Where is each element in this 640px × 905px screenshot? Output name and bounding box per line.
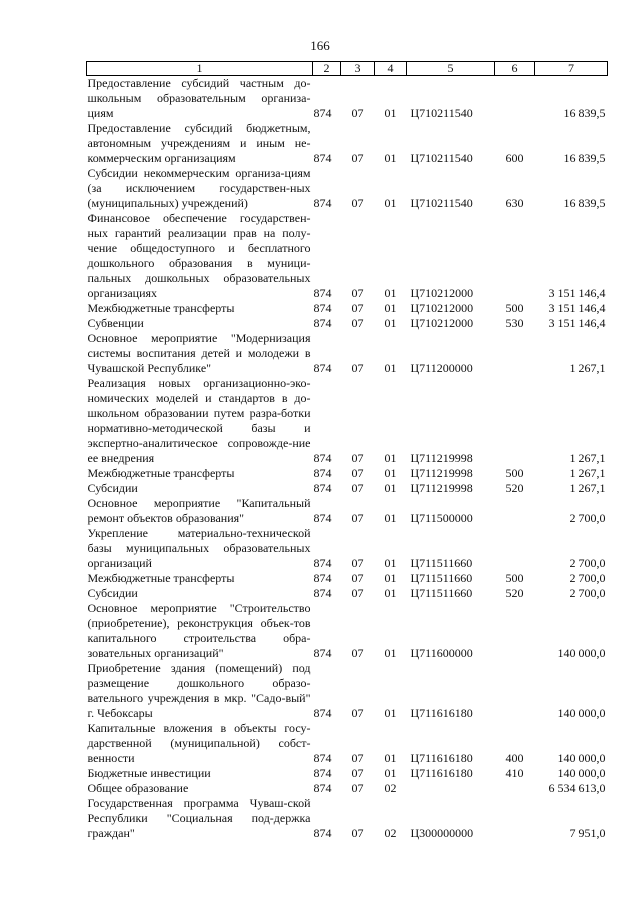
subsection-code: 01 [384,361,397,375]
expense-type [495,376,535,466]
subsection-code: 01 [384,706,397,720]
ministry-code: 874 [313,586,332,600]
table-row [87,766,608,781]
subsection-code: 01 [384,316,397,330]
item-name: Укрепление материально-технической базы муниципальных образовательных организаций [87,526,311,570]
expense-type [495,496,535,526]
header-col-1: 1 [87,62,313,76]
item-name: Финансовое обеспечение государствен-ных гарантий реализации прав на полу-чение общедоступного и бесплатного дошкольного образования в муници-пальных дошкольных образовательных организациях [87,211,311,300]
section-code: 07 [351,706,364,720]
subsection-code: 01 [384,466,397,480]
expense-type: 630 [505,196,524,210]
item-name: Реализация новых организационно-эко-номических моделей и стандартов в до-школьном образовании путем разра-ботки нормативно-методической базы и экспертно-аналитическое сопровожде-ние ее внедрения [87,376,311,465]
header-col-7: 7 [535,62,608,76]
header-col-5: 5 [407,62,495,76]
table-row [87,466,608,481]
subsection-code: 01 [384,196,397,210]
table-header [87,62,608,76]
section-code: 07 [351,766,364,780]
subsection-code: 01 [384,301,397,315]
section-code: 07 [351,316,364,330]
target-article: Ц711511660 [410,571,473,585]
target-article: Ц711511660 [410,586,473,600]
item-name: Государственная программа Чуваш-ской Республики "Социальная под-держка граждан" [87,796,311,840]
subsection-code: 02 [384,781,397,795]
item-name: Субсидии некоммерческим организа-циям (за исключением государствен-ных (муниципальных) учреждений) [87,166,311,210]
subsection-code: 01 [384,646,397,660]
subsection-code: 01 [384,511,397,525]
target-article: Ц711500000 [410,511,473,525]
section-code: 07 [351,781,364,795]
section-code: 07 [351,301,364,315]
table-row [87,166,608,211]
expense-type [495,331,535,376]
table-row [87,796,608,841]
section-code: 07 [351,586,364,600]
amount: 16 839,5 [563,196,606,210]
item-name: Предоставление субсидий бюджетным, автономным учреждениям и иным не-коммерческим организациям [87,121,311,165]
target-article: Ц710211540 [410,151,473,165]
subsection-code: 01 [384,586,397,600]
subsection-code: 01 [384,481,397,495]
section-code: 07 [351,556,364,570]
section-code: 07 [351,466,364,480]
section-code: 07 [351,106,364,120]
section-code: 07 [351,151,364,165]
subsection-code: 01 [384,451,397,465]
subsection-code: 01 [384,751,397,765]
expense-type: 400 [505,751,524,765]
table-row [87,526,608,571]
subsection-code: 01 [384,151,397,165]
expense-type: 530 [505,316,524,330]
expense-type [495,781,535,796]
table-row [87,601,608,661]
table-row [87,76,608,122]
amount: 1 267,1 [569,361,606,375]
ministry-code: 874 [313,706,332,720]
ministry-code: 874 [313,556,332,570]
table-row [87,316,608,331]
item-name: Межбюджетные трансферты [87,466,235,480]
target-article: Ц711511660 [410,556,473,570]
amount: 1 267,1 [569,481,606,495]
expense-type: 500 [505,466,524,480]
item-name: Общее образование [87,781,189,795]
ministry-code: 874 [313,196,332,210]
header-col-3: 3 [341,62,375,76]
ministry-code: 874 [313,646,332,660]
subsection-code: 01 [384,286,397,300]
section-code: 07 [351,751,364,765]
item-name: Субсидии [87,586,138,600]
section-code: 07 [351,196,364,210]
amount: 140 000,0 [557,646,606,660]
item-name: Предоставление субсидий частным до-школьным образовательным организа-циям [87,76,311,120]
target-article: Ц711616180 [410,706,473,720]
ministry-code: 874 [313,316,332,330]
section-code: 07 [351,481,364,495]
amount: 1 267,1 [569,466,606,480]
table-row [87,781,608,796]
table-row [87,721,608,766]
target-article: Ц711219998 [410,451,473,465]
ministry-code: 874 [313,106,332,120]
target-article: Ц711616180 [410,751,473,765]
expense-type [495,796,535,841]
item-name: Бюджетные инвестиции [87,766,211,780]
header-col-6: 6 [495,62,535,76]
item-name: Основное мероприятие "Строительство (приобретение), реконструкция объек-тов капитального строительства обра-зовательных организаций" [87,601,311,660]
table-row [87,496,608,526]
expense-type: 500 [505,571,524,585]
header-row [87,62,608,76]
ministry-code: 874 [313,451,332,465]
ministry-code: 874 [313,286,332,300]
target-article: Ц710212000 [410,301,474,315]
expense-type: 410 [505,766,524,780]
subsection-code: 02 [384,826,397,840]
section-code: 07 [351,361,364,375]
target-article: Ц710212000 [410,316,474,330]
ministry-code: 874 [313,571,332,585]
target-article: Ц710211540 [410,106,473,120]
target-article: Ц711219998 [410,466,473,480]
expense-type: 500 [505,301,524,315]
expense-type [495,76,535,122]
header-col-2: 2 [313,62,341,76]
amount: 3 151 146,4 [548,316,606,330]
section-code: 07 [351,571,364,585]
expense-type [495,661,535,721]
amount: 2 700,0 [569,571,606,585]
item-name: Межбюджетные трансферты [87,571,235,585]
target-article: Ц300000000 [410,826,474,840]
expense-type [495,526,535,571]
target-article: Ц711200000 [410,361,473,375]
subsection-code: 01 [384,766,397,780]
amount: 16 839,5 [563,151,606,165]
ministry-code: 874 [313,826,332,840]
table-row [87,481,608,496]
subsection-code: 01 [384,556,397,570]
ministry-code: 874 [313,766,332,780]
table-row [87,376,608,466]
amount: 3 151 146,4 [548,286,606,300]
target-article: Ц711600000 [410,646,473,660]
item-name: Субсидии [87,481,138,495]
section-code: 07 [351,646,364,660]
target-article [407,781,495,796]
ministry-code: 874 [313,481,332,495]
ministry-code: 874 [313,151,332,165]
amount: 2 700,0 [569,511,606,525]
expense-type: 520 [505,586,524,600]
amount: 7 951,0 [569,826,606,840]
subsection-code: 01 [384,571,397,585]
item-name: Основное мероприятие "Модернизация системы воспитания детей и молодежи в Чувашской Республике" [87,331,311,375]
page-number: 166 [310,38,330,53]
table-row [87,301,608,316]
expense-type [495,211,535,301]
ministry-code: 874 [313,301,332,315]
table-row [87,571,608,586]
table-row [87,121,608,166]
expense-type: 520 [505,481,524,495]
amount: 6 534 613,0 [548,781,606,795]
subsection-code: 01 [384,106,397,120]
target-article: Ц711219998 [410,481,473,495]
amount: 2 700,0 [569,556,606,570]
table-row [87,661,608,721]
target-article: Ц710211540 [410,196,473,210]
item-name: Капитальные вложения в объекты госу-дарственной (муниципальной) собст-венности [87,721,311,765]
expense-type: 600 [505,151,524,165]
ministry-code: 874 [313,361,332,375]
item-name: Межбюджетные трансферты [87,301,235,315]
expense-type [495,601,535,661]
amount: 1 267,1 [569,451,606,465]
ministry-code: 874 [313,511,332,525]
ministry-code: 874 [313,751,332,765]
table-body [87,76,608,842]
amount: 16 839,5 [563,106,606,120]
ministry-code: 874 [313,466,332,480]
section-code: 07 [351,286,364,300]
budget-table [86,61,608,841]
item-name: Основное мероприятие "Капитальный ремонт объектов образования" [87,496,311,525]
header-col-4: 4 [375,62,407,76]
item-name: Субвенции [87,316,144,330]
amount: 140 000,0 [557,706,606,720]
ministry-code: 874 [313,781,332,795]
section-code: 07 [351,826,364,840]
table-row [87,331,608,376]
amount: 3 151 146,4 [548,301,606,315]
table-row [87,586,608,601]
target-article: Ц710212000 [410,286,474,300]
amount: 2 700,0 [569,586,606,600]
section-code: 07 [351,451,364,465]
target-article: Ц711616180 [410,766,473,780]
section-code: 07 [351,511,364,525]
amount: 140 000,0 [557,751,606,765]
table-row [87,211,608,301]
amount: 140 000,0 [557,766,606,780]
item-name: Приобретение здания (помещений) под размещение дошкольного образо-вательного учреждения в мкр. "Садо-вый" г. Чебоксары [87,661,311,720]
